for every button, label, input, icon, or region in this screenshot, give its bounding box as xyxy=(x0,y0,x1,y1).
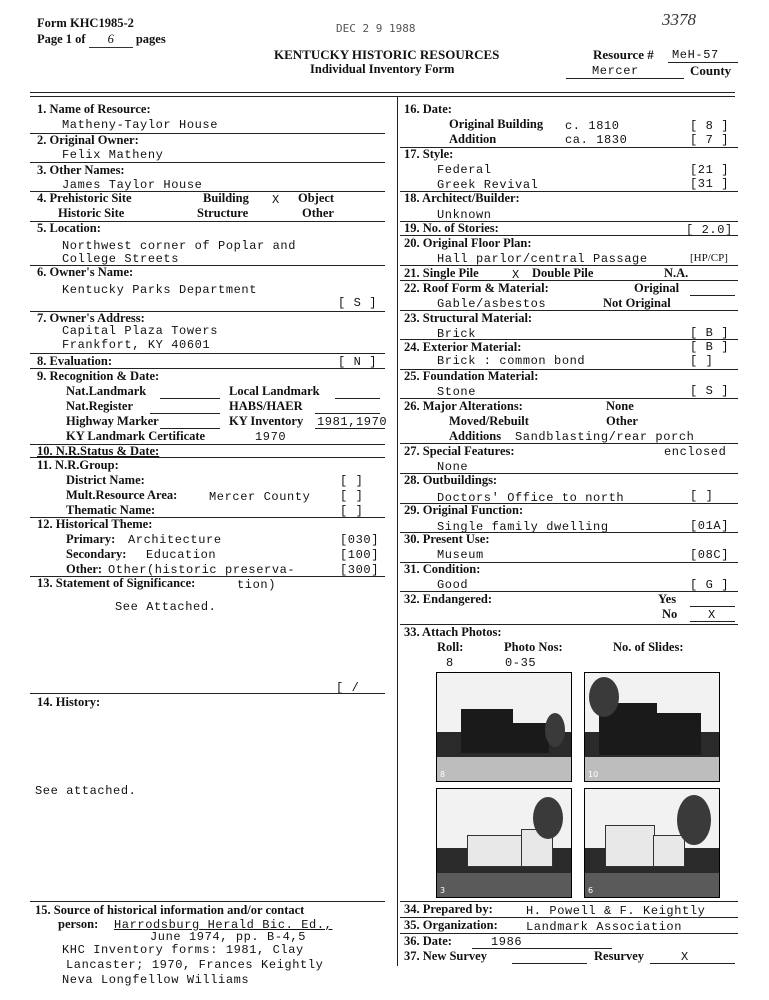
f15-person: person: xyxy=(58,917,99,931)
f37-x: X xyxy=(681,950,689,964)
column-divider xyxy=(397,96,398,966)
f26-moved: Moved/Rebuilt xyxy=(449,414,529,428)
rule xyxy=(690,295,735,296)
f11-mult-value: Mercer County xyxy=(209,490,311,504)
page-total: 6 xyxy=(89,32,133,48)
f16-label: 16. Date: xyxy=(404,102,452,116)
f5-label: 5. Location: xyxy=(37,221,101,235)
f23-code: [ B ] xyxy=(690,326,730,340)
f8-code: [ N ] xyxy=(338,355,378,369)
page-prefix: Page 1 of xyxy=(37,32,86,46)
f1-label: 1. Name of Resource: xyxy=(37,102,151,116)
rule xyxy=(650,963,735,964)
rule xyxy=(472,948,612,949)
f12-secondary: Secondary: xyxy=(66,547,127,561)
f3-value: James Taylor House xyxy=(62,178,203,192)
county-underline xyxy=(566,78,684,79)
f32-no: No xyxy=(662,607,678,621)
f24-label: 24. Exterior Material: xyxy=(404,340,522,354)
f5-line1: Northwest corner of Poplar and xyxy=(62,239,297,253)
f35-label: 35. Organization: xyxy=(404,918,498,932)
f12-secondary-value: Education xyxy=(146,548,217,562)
f16-orig: Original Building xyxy=(449,117,544,131)
f14-value: See attached. xyxy=(35,784,137,798)
f26-none: None xyxy=(606,399,634,413)
f35-value: Landmark Association xyxy=(526,920,683,934)
f22-label: 22. Roof Form & Material: xyxy=(404,281,549,295)
f4-historic: Historic Site xyxy=(58,206,125,220)
rule xyxy=(690,606,735,607)
f4-other: Other xyxy=(302,206,334,220)
f9-kylandmark: KY Landmark Certificate xyxy=(66,429,206,443)
f16-add-code: [ 7 ] xyxy=(690,133,730,147)
f6-label: 6. Owner's Name: xyxy=(37,265,134,279)
f11-district-code: [ ] xyxy=(340,474,364,488)
f28-value: Doctors' Office to north xyxy=(437,491,625,505)
f13-bracket: [ / xyxy=(336,681,360,695)
f2-value: Felix Matheny xyxy=(62,148,164,162)
f9-habs: HABS/HAER xyxy=(229,399,303,413)
house-photo-3 xyxy=(436,788,572,898)
f26-add: Additions xyxy=(449,429,502,443)
f25-value: Stone xyxy=(437,385,477,399)
rule xyxy=(30,901,385,902)
f21-x: X xyxy=(512,268,520,282)
f33-photonos: Photo Nos: xyxy=(504,640,563,654)
rule xyxy=(160,398,220,399)
f26-other: Other xyxy=(606,414,638,428)
f12-primary: Primary: xyxy=(66,532,116,546)
f21-na: N.A. xyxy=(664,266,689,280)
f34-label: 34. Prepared by: xyxy=(404,902,493,916)
f9-kylandmark-value: 1970 xyxy=(255,430,287,444)
f20-label: 20. Original Floor Plan: xyxy=(404,236,532,250)
f12-primary-value: Architecture xyxy=(128,533,222,547)
f30-code: [08C] xyxy=(690,548,730,562)
f27-value: None xyxy=(437,460,469,474)
f33-roll-value: 8 xyxy=(446,656,454,670)
f7-label: 7. Owner's Address: xyxy=(37,311,145,325)
f23-value: Brick xyxy=(437,327,477,341)
f33-roll: Roll: xyxy=(437,640,464,654)
form-title: KENTUCKY HISTORIC RESOURCES xyxy=(274,47,500,62)
f7-line1: Capital Plaza Towers xyxy=(62,324,219,338)
f24-code1: [ B ] xyxy=(690,340,730,354)
f29-label: 29. Original Function: xyxy=(404,503,524,517)
house-photo-2 xyxy=(584,672,720,782)
house-photo-4 xyxy=(584,788,720,898)
f17-c2: [31 ] xyxy=(690,177,730,191)
f36-value: 1986 xyxy=(491,935,523,949)
f15-line5: Neva Longfellow Williams xyxy=(62,973,250,987)
rule xyxy=(690,621,735,622)
f11-thematic-code: [ ] xyxy=(340,504,364,518)
f36-label: 36. Date: xyxy=(404,934,452,948)
f17-v2: Greek Revival xyxy=(437,178,539,192)
f22-value: Gable/asbestos xyxy=(437,297,547,311)
house-photo-1 xyxy=(436,672,572,782)
f9-label: 9. Recognition & Date: xyxy=(37,369,160,383)
f12-other-code: [300] xyxy=(340,563,380,577)
f9-highway: Highway Marker xyxy=(66,414,159,428)
f15-line2: June 1974, pp. B-4,5 xyxy=(150,930,307,944)
f3-label: 3. Other Names: xyxy=(37,163,125,177)
f22-not: Not Original xyxy=(603,296,671,310)
f15-line3: KHC Inventory forms: 1981, Clay xyxy=(62,943,304,957)
f17-v1: Federal xyxy=(437,163,492,177)
f8-label: 8. Evaluation: xyxy=(37,354,113,368)
f15-line4: Lancaster; 1970, Frances Keightly xyxy=(66,958,324,972)
f32-x: X xyxy=(708,608,716,622)
f2-label: 2. Original Owner: xyxy=(37,133,139,147)
f16-add: Addition xyxy=(449,132,497,146)
resource-label: Resource # xyxy=(593,47,654,62)
f26-enclosed: enclosed xyxy=(664,445,727,459)
f9-local: Local Landmark xyxy=(229,384,320,398)
f14-label: 14. History: xyxy=(37,695,101,709)
f5-line2: College Streets xyxy=(62,252,180,266)
f18-value: Unknown xyxy=(437,208,492,222)
f4-label: 4. Prehistoric Site xyxy=(37,191,132,205)
rule xyxy=(512,963,587,964)
f12-other: Other: xyxy=(66,562,103,576)
f31-code: [ G ] xyxy=(690,578,730,592)
f11-thematic: Thematic Name: xyxy=(66,503,156,517)
f22-original: Original xyxy=(634,281,680,295)
f25-code: [ S ] xyxy=(690,384,730,398)
f32-yes: Yes xyxy=(658,592,677,606)
county-value: Mercer xyxy=(592,64,639,78)
f15-line1: Harrodsburg Herald Bic. Ed., xyxy=(114,918,333,932)
f13-value: See Attached. xyxy=(115,600,217,614)
f11-district: District Name: xyxy=(66,473,145,487)
f11-label: 11. N.R.Group: xyxy=(37,458,119,472)
f16-orig-value: c. 1810 xyxy=(565,119,620,133)
f19-code: [ 2.0] xyxy=(686,223,733,237)
f34-value: H. Powell & F. Keightly xyxy=(526,904,706,918)
f21-double: Double Pile xyxy=(532,266,594,280)
f9-kyinv-value: 1981,1970 xyxy=(317,415,388,429)
f17-c1: [21 ] xyxy=(690,163,730,177)
f6-value: Kentucky Parks Department xyxy=(62,283,258,297)
f6-code: [ S ] xyxy=(338,296,378,310)
f33-slides: No. of Slides: xyxy=(613,640,684,654)
f13-label: 13. Statement of Significance: xyxy=(37,576,196,590)
f31-value: Good xyxy=(437,578,469,592)
f37-label: 37. New Survey xyxy=(404,949,487,963)
f9-natreg: Nat.Register xyxy=(66,399,133,413)
f7-line2: Frankfort, KY 40601 xyxy=(62,338,211,352)
f13-tion: tion) xyxy=(237,578,277,592)
rule xyxy=(315,428,385,429)
f16-add-value: ca. 1830 xyxy=(565,133,628,147)
f20-code: [HP/CP] xyxy=(690,252,728,264)
form-number: Form KHC1985-2 xyxy=(37,16,134,30)
f33-label: 33. Attach Photos: xyxy=(404,625,502,639)
f9-kyinv: KY Inventory xyxy=(229,414,304,428)
f28-label: 28. Outbuildings: xyxy=(404,473,498,487)
page-count xyxy=(37,32,166,48)
f29-code: [01A] xyxy=(690,519,730,533)
photo-3-number: 3 xyxy=(440,886,446,895)
county-label: County xyxy=(690,63,732,78)
f24-value: Brick : common bond xyxy=(437,354,586,368)
handwritten-number: 3378 xyxy=(662,10,696,29)
f32-label: 32. Endangered: xyxy=(404,592,492,606)
f16-orig-code: [ 8 ] xyxy=(690,119,730,133)
resource-number: MeH-57 xyxy=(672,48,719,62)
photo-4-number: 6 xyxy=(588,886,594,895)
f12-other-value: Other(historic preserva- xyxy=(108,563,296,577)
f21-label: 21. Single Pile xyxy=(404,266,479,280)
f19-label: 19. No. of Stories: xyxy=(404,221,499,235)
rule xyxy=(30,693,385,694)
f4-structure: Structure xyxy=(197,206,249,220)
f18-label: 18. Architect/Builder: xyxy=(404,191,520,205)
rule xyxy=(150,413,220,414)
rule xyxy=(335,398,380,399)
f4-x: X xyxy=(272,193,280,207)
f12-label: 12. Historical Theme: xyxy=(37,517,153,531)
f23-label: 23. Structural Material: xyxy=(404,311,533,325)
photo-1-number: 8 xyxy=(440,770,446,779)
f27-label: 27. Special Features: xyxy=(404,444,515,458)
header-rule-1 xyxy=(30,92,735,93)
f15-label: 15. Source of historical information and/or contact xyxy=(35,903,305,917)
f30-label: 30. Present Use: xyxy=(404,532,490,546)
f26-label: 26. Major Alterations: xyxy=(404,399,523,413)
f33-photo-value: 0-35 xyxy=(505,656,537,670)
page-suffix: pages xyxy=(135,32,166,46)
f20-value: Hall parlor/central Passage xyxy=(437,252,648,266)
f12-primary-code: [030] xyxy=(340,533,380,547)
f11-mult-code: [ ] xyxy=(340,489,364,503)
f17-label: 17. Style: xyxy=(404,147,454,161)
header-rule-2 xyxy=(30,96,735,97)
f24-code2: [ ] xyxy=(690,354,714,368)
f25-label: 25. Foundation Material: xyxy=(404,369,539,383)
f12-secondary-code: [100] xyxy=(340,548,380,562)
f9-natlandmark: Nat.Landmark xyxy=(66,384,147,398)
f31-label: 31. Condition: xyxy=(404,562,481,576)
f30-value: Museum xyxy=(437,548,484,562)
f29-value: Single family dwelling xyxy=(437,520,609,534)
f11-mult: Mult.Resource Area: xyxy=(66,488,178,502)
form-subtitle: Individual Inventory Form xyxy=(310,62,455,76)
photo-2-number: 10 xyxy=(588,770,599,779)
f4-building: Building xyxy=(203,191,249,205)
f26-add-value: Sandblasting/rear porch xyxy=(515,430,695,444)
f37-resurvey: Resurvey xyxy=(594,949,644,963)
f28-code: [ ] xyxy=(690,489,714,503)
f10-label: 10. N.R.Status & Date: xyxy=(37,444,160,458)
f1-value: Matheny-Taylor House xyxy=(62,118,219,132)
date-stamp: DEC 2 9 1988 xyxy=(336,22,416,35)
rule xyxy=(315,413,380,414)
f4-object: Object xyxy=(298,191,335,205)
